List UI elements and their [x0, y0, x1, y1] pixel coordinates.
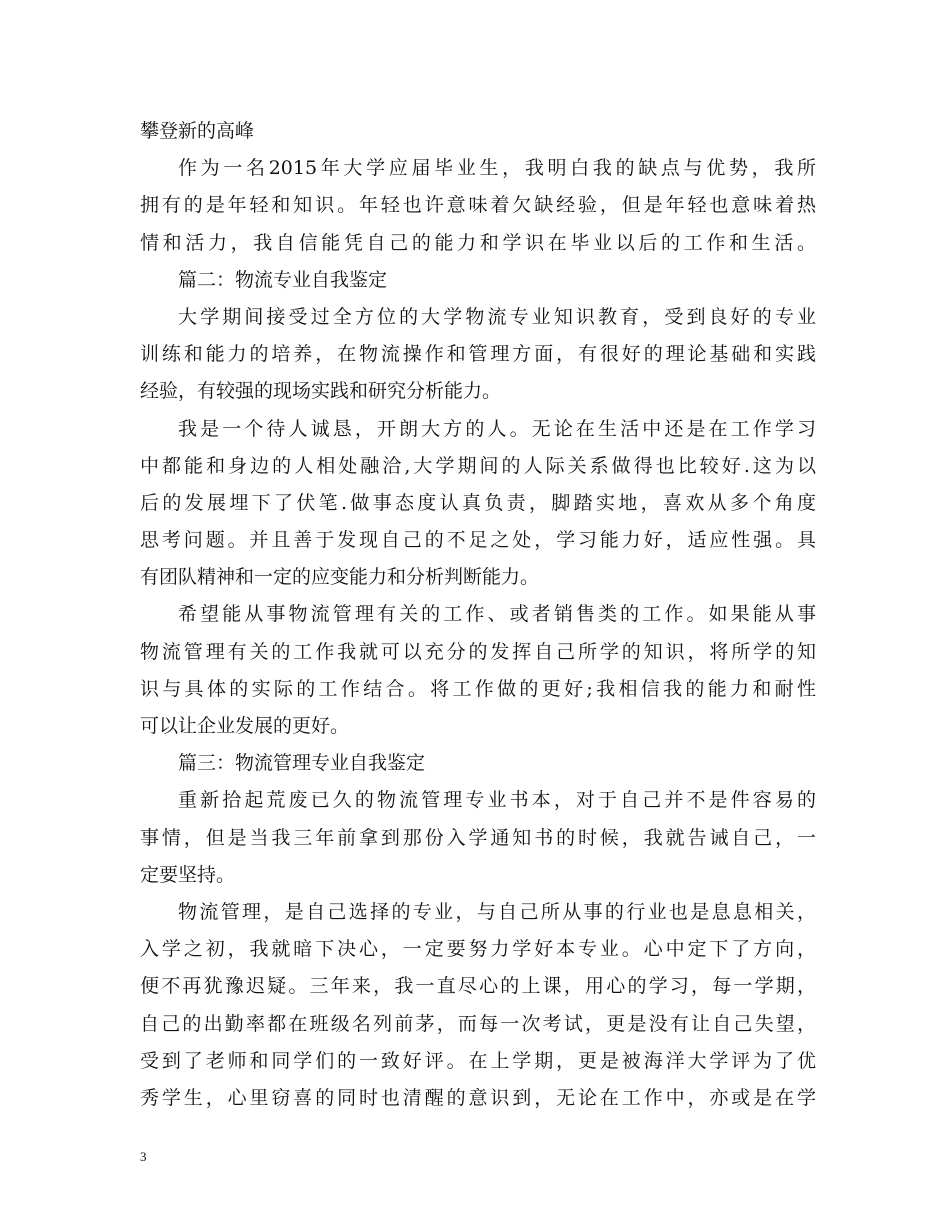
text-line: 物流管理有关的工作我就可以充分的发挥自己所学的知识，将所学的知: [140, 640, 816, 663]
text-line: 我是一个待人诚恳，开朗大方的人。无论在生活中还是在工作学习: [178, 417, 816, 440]
section-heading: 篇二：物流专业自我鉴定: [178, 268, 388, 291]
text-line: 秀学生，心里窃喜的同时也清醒的意识到，无论在工作中，亦或是在学: [140, 1086, 816, 1109]
text-line: 大学期间接受过全方位的大学物流专业知识教育，受到良好的专业: [178, 305, 816, 328]
text-line: 受到了老师和同学们的一致好评。在上学期，更是被海洋大学评为了优: [140, 1049, 816, 1072]
text-line: 训练和能力的培养，在物流操作和管理方面，有很好的理论基础和实践: [140, 343, 816, 366]
text-line: 经验，有较强的现场实践和研究分析能力。: [140, 380, 502, 403]
text-line: 入学之初，我就暗下决心，一定要努力学好本专业。心中定下了方向，: [140, 938, 816, 961]
text-line: 攀登新的高峰: [140, 120, 255, 142]
text-line: 希望能从事物流管理有关的工作、或者销售类的工作。如果能从事: [178, 603, 816, 626]
text-line: 定要坚持。: [140, 863, 236, 886]
text-line: 事情，但是当我三年前拿到那份入学通知书的时候，我就告诫自己，一: [140, 826, 816, 849]
text-line: 中都能和身边的人相处融洽,大学期间的人际关系做得也比较好.这为以: [140, 454, 816, 477]
page-number: 3: [140, 1149, 147, 1164]
text-line: 便不再犹豫迟疑。三年来，我一直尽心的上课，用心的学习，每一学期，: [140, 975, 816, 998]
text-line: 物流管理，是自己选择的专业，与自己所从事的行业也是息息相关，: [178, 900, 816, 923]
text-line: 后的发展埋下了伏笔.做事态度认真负责，脚踏实地，喜欢从多个角度: [140, 491, 816, 514]
section-heading: 篇三：物流管理专业自我鉴定: [178, 752, 426, 775]
text-line: 识与具体的实际的工作结合。将工作做的更好;我相信我的能力和耐性: [140, 677, 816, 700]
text-line: 情和活力，我自信能凭自己的能力和学识在毕业以后的工作和生活。: [140, 231, 816, 254]
text-line: 拥有的是年轻和知识。年轻也许意味着欠缺经验，但是年轻也意味着热: [140, 194, 816, 217]
text-line: 自己的出勤率都在班级名列前茅，而每一次考试，更是没有让自己失望，: [140, 1012, 816, 1035]
text-line: 重新拾起荒废已久的物流管理专业书本，对于自己并不是件容易的: [178, 789, 816, 812]
document-body: [140, 113, 816, 1117]
text-line: 思考问题。并且善于发现自己的不足之处，学习能力好，适应性强。具: [140, 529, 816, 552]
text-line: 可以让企业发展的更好。: [140, 715, 350, 737]
text-line: 有团队精神和一定的应变能力和分析判断能力。: [140, 566, 540, 589]
text-line: 作为一名2015年大学应届毕业生，我明白我的缺点与优势，我所: [178, 157, 816, 180]
